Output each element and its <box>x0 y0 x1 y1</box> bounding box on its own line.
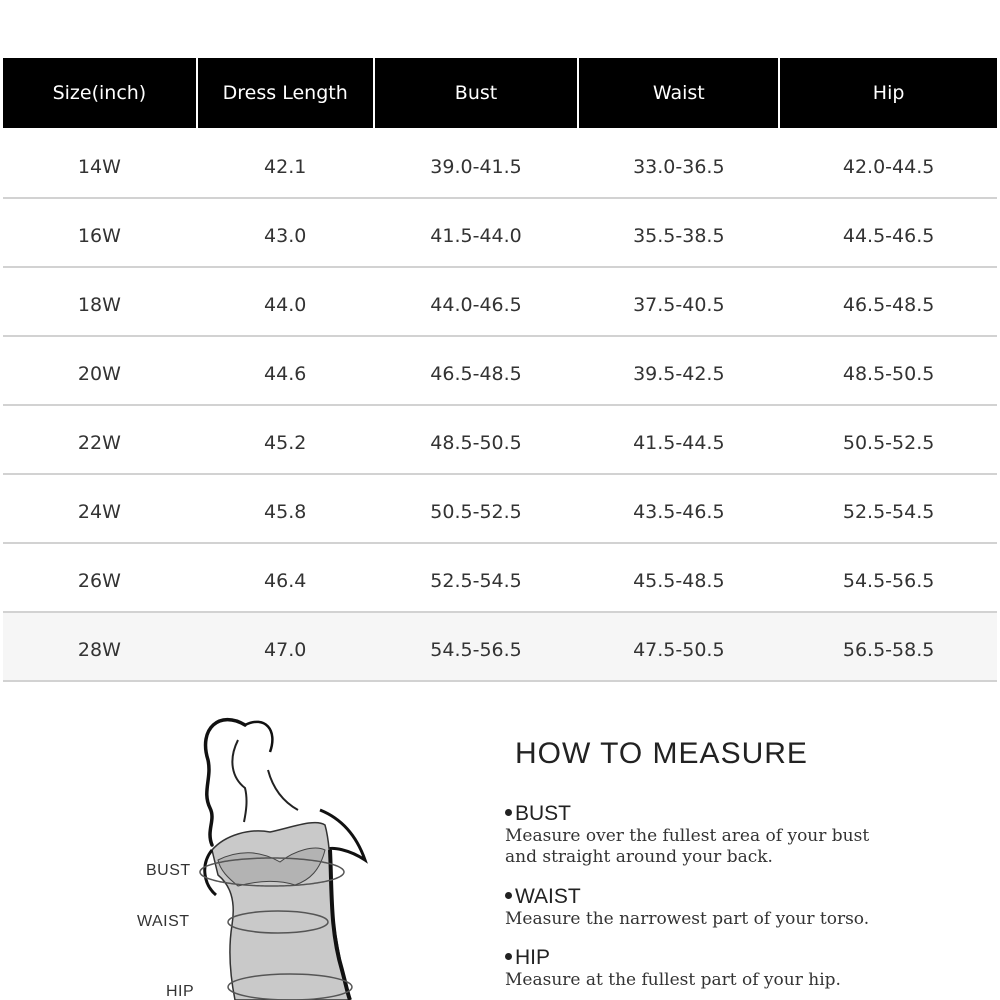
measure-heading: BUST <box>515 802 572 825</box>
table-row <box>3 337 997 406</box>
cell-dress-length: 44.0 <box>264 293 307 316</box>
table-row <box>3 268 997 337</box>
size-table <box>3 58 997 682</box>
cell-hip: 56.5-58.5 <box>842 638 935 661</box>
table-row <box>3 544 997 613</box>
header-waist: Waist <box>579 58 778 128</box>
cell-waist: 41.5-44.5 <box>633 431 725 454</box>
table-body <box>3 130 997 682</box>
table-row <box>3 475 997 544</box>
measure-item-hip <box>505 946 985 991</box>
how-to-measure-section <box>505 736 985 1000</box>
measure-description: Measure over the fullest area of your bust and straight around your back. <box>505 826 870 868</box>
table-row <box>3 199 997 268</box>
bullet-icon <box>505 809 512 816</box>
table-header-row <box>3 58 997 128</box>
measure-item-waist <box>505 885 985 930</box>
table-row <box>3 130 997 199</box>
body-figure <box>120 700 400 1000</box>
how-to-measure-title: HOW TO MEASURE <box>515 737 808 770</box>
cell-hip: 50.5-52.5 <box>842 431 935 454</box>
cell-bust: 50.5-52.5 <box>430 500 522 523</box>
cell-waist: 47.5-50.5 <box>633 638 725 661</box>
cell-waist: 43.5-46.5 <box>633 500 725 523</box>
header-bust: Bust <box>375 58 578 128</box>
cell-waist: 35.5-38.5 <box>633 224 725 247</box>
cell-hip: 44.5-46.5 <box>842 224 935 247</box>
cell-hip: 48.5-50.5 <box>842 362 935 385</box>
bullet-icon <box>505 892 512 899</box>
cell-size: 18W <box>77 293 121 316</box>
measure-item-bust <box>505 802 985 869</box>
figure-label-waist: WAIST <box>137 913 190 930</box>
header-dress-length: Dress Length <box>198 58 373 128</box>
cell-size: 20W <box>77 362 121 385</box>
cell-bust: 44.0-46.5 <box>430 293 522 316</box>
measure-heading: WAIST <box>515 884 581 908</box>
cell-bust: 41.5-44.0 <box>430 224 522 247</box>
cell-dress-length: 44.6 <box>264 362 307 385</box>
cell-hip: 52.5-54.5 <box>842 500 935 523</box>
cell-dress-length: 45.8 <box>264 500 307 523</box>
measure-heading: HIP <box>515 946 551 970</box>
header-size: Size(inch) <box>3 58 196 128</box>
measure-description: Measure the narrowest part of your torso. <box>505 908 870 929</box>
cell-waist: 45.5-48.5 <box>633 569 725 592</box>
body-figure-illustration <box>120 700 400 1000</box>
cell-size: 14W <box>77 155 121 178</box>
cell-size: 22W <box>77 431 121 454</box>
header-hip: Hip <box>780 58 997 128</box>
cell-waist: 33.0-36.5 <box>633 155 725 178</box>
table-row <box>3 613 997 682</box>
cell-waist: 39.5-42.5 <box>633 362 725 385</box>
cell-hip: 46.5-48.5 <box>842 293 935 316</box>
figure-label-hip: HIP <box>166 983 195 1000</box>
cell-bust: 48.5-50.5 <box>430 431 522 454</box>
cell-dress-length: 45.2 <box>264 431 307 454</box>
cell-bust: 39.0-41.5 <box>430 155 522 178</box>
cell-dress-length: 46.4 <box>264 569 307 592</box>
cell-size: 16W <box>77 224 121 247</box>
cell-size: 26W <box>77 569 121 592</box>
cell-dress-length: 43.0 <box>264 224 307 247</box>
cell-bust: 46.5-48.5 <box>430 362 522 385</box>
figure-label-bust: BUST <box>146 862 191 879</box>
cell-bust: 52.5-54.5 <box>430 569 522 592</box>
bullet-icon <box>505 953 512 960</box>
table-row <box>3 406 997 475</box>
cell-hip: 54.5-56.5 <box>842 569 935 592</box>
cell-dress-length: 42.1 <box>264 155 307 178</box>
cell-hip: 42.0-44.5 <box>842 155 935 178</box>
cell-dress-length: 47.0 <box>264 638 307 661</box>
cell-bust: 54.5-56.5 <box>430 638 522 661</box>
cell-size: 24W <box>77 500 121 523</box>
cell-size: 28W <box>77 638 121 661</box>
measure-description: Measure at the fullest part of your hip. <box>505 970 841 991</box>
cell-waist: 37.5-40.5 <box>633 293 725 316</box>
